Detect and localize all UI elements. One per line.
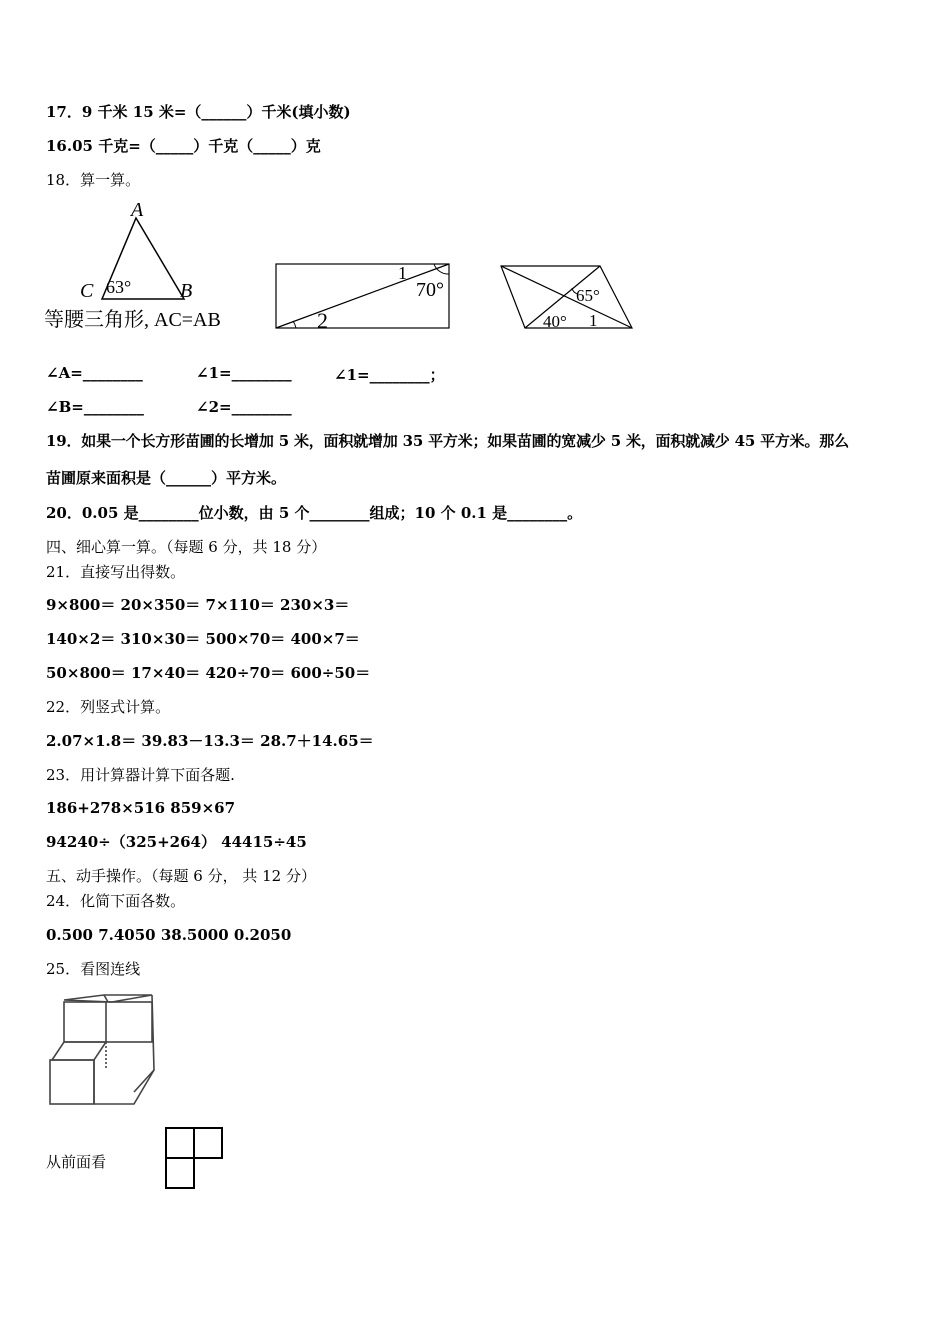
question-24-row1: 0.500 7.4050 38.5000 0.2050 (46, 926, 292, 944)
section-5-title: 五、动手操作。（每题 6 分， 共 12 分） (46, 867, 316, 885)
question-25-title: 25．看图连线 (46, 960, 141, 978)
answer-angle-1-rect: ∠1=________ (196, 364, 292, 382)
parallelogram-figure (496, 262, 636, 334)
question-19-line2: 苗圃原来面积是（______）平方米。 (46, 469, 287, 487)
question-21-row3: 50×800＝ 17×40＝ 420÷70＝ 600÷50＝ (46, 664, 371, 682)
question-23-row1: 186+278×516 859×67 (46, 799, 236, 817)
isosceles-triangle-figure (44, 196, 254, 336)
vertex-c-label: C (80, 280, 94, 302)
answer-angle-1-para: ∠1=________； (334, 366, 445, 384)
parallelogram-angle-bottom: 40° (543, 312, 567, 331)
question-22-title: 22．列竖式计算。 (46, 698, 171, 716)
vertex-b-label: B (180, 280, 193, 302)
question-20: 20．0.05 是________位小数，由 5 个________组成；10 个 0.1 是________。 (46, 504, 583, 522)
answer-angle-a: ∠A=________ (46, 364, 143, 382)
question-22-row1: 2.07×1.8＝ 39.83－13.3＝ 28.7＋14.65＝ (46, 732, 374, 750)
rectangle-diagonal-figure (274, 260, 454, 332)
cube-stack-figure (44, 990, 160, 1110)
question-21-row1: 9×800＝ 20×350＝ 7×110＝ 230×3＝ (46, 596, 350, 614)
front-view-grid (162, 1124, 226, 1194)
question-21-row2: 140×2＝ 310×30＝ 500×70＝ 400×7＝ (46, 630, 360, 648)
triangle-caption: 等腰三角形, AC=AB (44, 309, 221, 331)
question-23-row2: 94240÷（325+264） 44415÷45 (46, 833, 307, 851)
rectangle-label-1: 1 (398, 263, 407, 283)
section-4-title: 四、细心算一算。（每题 6 分，共 18 分） (46, 538, 327, 556)
question-16: 16.05 千克=（_____）千克（_____）克 (46, 137, 321, 155)
parallelogram-label-1: 1 (589, 311, 598, 330)
angle-2-arc (293, 321, 296, 328)
parallelogram-angle-top: 65° (576, 286, 600, 305)
front-view-label: 从前面看 (46, 1153, 107, 1171)
question-24-title: 24．化简下面各数。 (46, 892, 186, 910)
answer-angle-b: ∠B=________ (46, 398, 144, 416)
question-17: 17．9 千米 15 米=（______）千米(填小数) (46, 103, 351, 121)
rectangle-label-2: 2 (317, 308, 328, 332)
vertex-a-label: A (131, 199, 144, 221)
answer-angle-2: ∠2=________ (196, 398, 292, 416)
question-19-line1: 19．如果一个长方形苗圃的长增加 5 米，面积就增加 35 平方米；如果苗圃的宽减少 5 米，面积就减少 45 平方米。那么 (46, 432, 849, 450)
question-21-title: 21．直接写出得数。 (46, 563, 186, 581)
triangle-angle-label: 63° (106, 277, 132, 297)
rectangle-angle-label: 70° (416, 279, 444, 301)
question-18-title: 18．算一算。 (46, 171, 141, 189)
question-23-title: 23．用计算器计算下面各题. (46, 766, 235, 784)
